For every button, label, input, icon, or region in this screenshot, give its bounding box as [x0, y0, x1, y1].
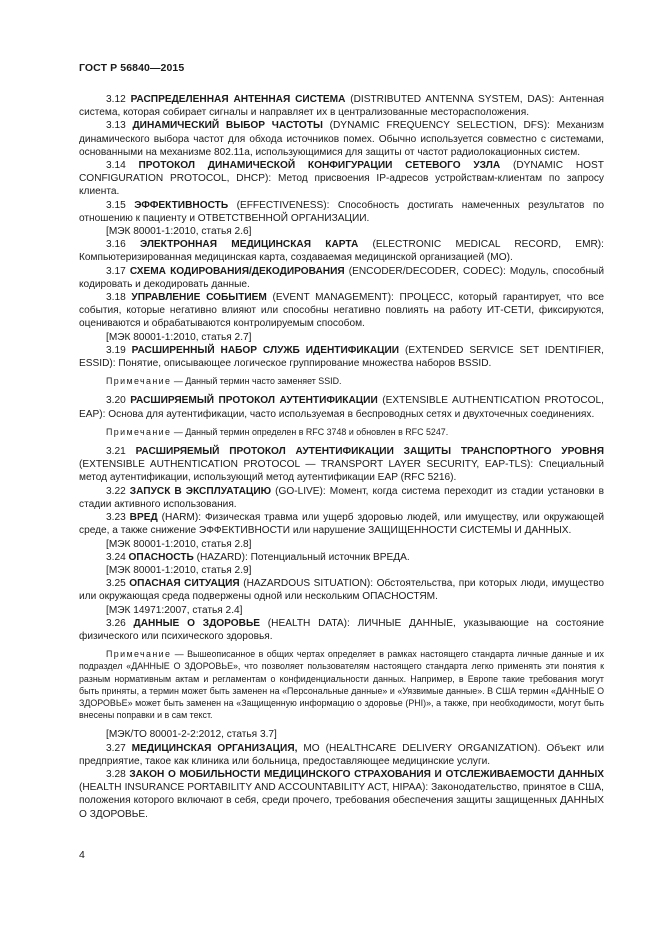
term-entry — [79, 768, 604, 821]
term-definition: МО (HEALTHCARE DELIVERY ORGANIZATION). Объект или предприятие, такое как клиника или больница, предоставляющее медицинские услуги. — [79, 742, 605, 767]
term-entry — [79, 344, 604, 370]
term-number: 3.20 — [106, 395, 126, 407]
note-label: Примечание — [106, 376, 172, 387]
term-number: 3.17 — [106, 265, 126, 277]
term-reference: [МЭК 80001-1:2010, статья 2.7] — [106, 331, 252, 343]
terms-body — [79, 93, 604, 821]
term-definition: (DYNAMIC FREQUENCY SELECTION, DFS): Механизм динамического выбора частот для обхода источников помех. Обычно используется совместно с системами, основанными на механизме 802.11a, использующимися для защиты от частот радиолокационных систем. — [79, 120, 604, 158]
term-note — [79, 375, 604, 387]
term-definition: (ELECTRONIC MEDICAL RECORD, EMR): Компьютеризированная медицинская карта, создаваемая медицинской организацией (МО). — [79, 239, 604, 264]
term-name: ЭЛЕКТРОННАЯ МЕДИЦИНСКАЯ КАРТА — [140, 239, 359, 251]
term-definition: (HAZARDOUS SITUATION): Обстоятельства, при которых люди, имущество или окружающая среда подвержены одной или нескольким ОПАСНОСТЯМ. — [79, 578, 604, 603]
term-reference: [МЭК 80001-1:2010, статья 2.9] — [106, 564, 252, 576]
term-name: ДИНАМИЧЕСКИЙ ВЫБОР ЧАСТОТЫ — [132, 120, 323, 132]
term-definition: (HEALTH INSURANCE PORTABILITY AND ACCOUNTABILITY ACT, HIPAA): Законодательство, принятое в США, положения которого включают в себя, среди прочего, требования обеспечения защиты защищенных ДАННЫХ О ЗДОРОВЬЕ. — [79, 782, 604, 820]
term-definition: (EVENT MANAGEMENT): ПРОЦЕСС, который гарантирует, что все события, которые негативно влияют или способны негативно повлиять на работу ИТ-СЕТИ, фиксируются, оцениваются и обрабатываются контролируемым способом. — [79, 292, 604, 330]
term-entry — [79, 445, 604, 485]
term-name: ВРЕД — [129, 512, 158, 524]
note-text: Вышеописанное в общих чертах определяет в рамках настоящего стандарта личные данные и их подраздел «ДАННЫЕ О ЗДОРОВЬЕ», что позволяет пользователям настоящего стандарта легко применять эти понятия к разным нормативным актам и регламентам о конфиденциальности данных. Например, в Европе такие требования могут быть приняты, а термин может быть заменен на «Персональные данные» и «Уязвимые данные». В США термин «ДАННЫЕ О ЗДОРОВЬЕ» может быть заменен на «Защищенную информацию о здоровье (PHI)», а также, при необходимости, могут быть внесены поправки и в сам текст. — [79, 649, 604, 721]
term-number: 3.27 — [106, 742, 126, 754]
term-entry — [79, 617, 604, 643]
term-entry — [79, 199, 604, 225]
term-number: 3.21 — [106, 446, 126, 458]
term-name: РАСПРЕДЕЛЕННАЯ АНТЕННАЯ СИСТЕМА — [130, 94, 346, 105]
term-number: 3.26 — [106, 617, 126, 629]
term-entry — [79, 265, 604, 291]
term-name: РАСШИРЯЕМЫЙ ПРОТОКОЛ АУТЕНТИФИКАЦИИ ЗАЩИТЫ ТРАНСПОРТНОГО УРОВНЯ — [135, 446, 604, 458]
term-number: 3.23 — [106, 512, 126, 524]
term-entry — [79, 485, 604, 511]
term-number: 3.15 — [106, 199, 126, 211]
note-label: Примечание — [106, 426, 172, 437]
term-reference: [МЭК 14971:2007, статья 2.4] — [106, 604, 243, 616]
term-definition: (HARM): Физическая травма или ущерб здоровью людей, или имуществу, или окружающей среде, а также снижение ЭФФЕКТИВНОСТИ или нарушение ЗАЩИЩЕННОСТИ СИСТЕМЫ И ДАННЫХ. — [79, 512, 604, 537]
term-entry — [79, 577, 604, 603]
term-definition: (EXTENSIBLE AUTHENTICATION PROTOCOL — TRANSPORT LAYER SECURITY, EAP-TLS): Специальный метод аутентификации, использующий метод аутентификации EAP (RFC 5216). — [79, 459, 604, 484]
term-number: 3.12 — [106, 94, 126, 105]
note-label: Примечание — [106, 649, 172, 660]
term-number: 3.18 — [106, 292, 126, 304]
note-dash: — — [171, 649, 188, 660]
term-name: ПРОТОКОЛ ДИНАМИЧЕСКОЙ КОНФИГУРАЦИИ СЕТЕВОГО УЗЛА — [138, 160, 501, 172]
term-definition: (ENCODER/DECODER, CODEC): Модуль, способный кодировать и декодировать данные. — [79, 265, 604, 290]
term-name: ЗАПУСК В ЭКСПЛУАТАЦИЮ — [129, 485, 272, 497]
term-number: 3.24 — [106, 551, 126, 563]
term-entry — [79, 551, 604, 564]
term-definition: (HAZARD): Потенциальный источник ВРЕДА. — [193, 551, 410, 563]
term-definition: (DYNAMIC HOST CONFIGURATION PROTOCOL, DHCP): Метод присвоения IP-адресов устройствам-клиентам по запросу клиента. — [79, 160, 604, 198]
term-name: ОПАСНАЯ СИТУАЦИЯ — [129, 578, 240, 590]
note-dash: — — [171, 376, 186, 387]
term-entry — [79, 394, 604, 420]
term-reference: [МЭК 80001-1:2010, статья 2.6] — [106, 226, 252, 238]
term-entry — [79, 93, 604, 119]
term-name: РАСШИРЯЕМЫЙ ПРОТОКОЛ АУТЕНТИФИКАЦИИ — [130, 395, 378, 407]
term-number: 3.13 — [106, 120, 126, 132]
term-entry — [79, 291, 604, 331]
term-definition: (DISTRIBUTED ANTENNA SYSTEM, DAS): Антенная система, которая собирает сигналы и направляет их в централизованные месторасположения. — [79, 94, 604, 119]
term-name: ЗАКОН О МОБИЛЬНОСТИ МЕДИЦИНСКОГО СТРАХОВАНИЯ И ОТСЛЕЖИВАЕМОСТИ ДАННЫХ — [129, 768, 604, 780]
term-entry — [79, 238, 604, 264]
term-entry — [79, 119, 604, 159]
term-entry — [79, 159, 604, 199]
term-name: УПРАВЛЕНИЕ СОБЫТИЕМ — [131, 292, 267, 304]
term-definition: (EXTENSIBLE AUTHENTICATION PROTOCOL, EAP): Основа для аутентификации, часто используемая в беспроводных сетях и двухточечных соединениях. — [79, 395, 604, 420]
term-number: 3.22 — [106, 485, 126, 497]
page-header-standard: ГОСТ Р 56840—2015 — [79, 62, 185, 74]
term-entry — [79, 511, 604, 537]
note-text: Данный термин часто заменяет SSID. — [185, 376, 342, 387]
page-number: 4 — [79, 849, 85, 861]
term-name: ЭФФЕКТИВНОСТЬ — [134, 199, 229, 211]
term-name: СХЕМА КОДИРОВАНИЯ/ДЕКОДИРОВАНИЯ — [129, 265, 345, 277]
term-name: ОПАСНОСТЬ — [128, 551, 194, 563]
term-number: 3.14 — [106, 160, 126, 172]
term-number: 3.16 — [106, 239, 126, 251]
term-number: 3.25 — [106, 578, 126, 590]
term-definition: (GO-LIVE): Момент, когда система переходит из стадии установки в стадии активного использования. — [79, 485, 604, 510]
term-note — [79, 648, 604, 721]
term-definition: (EXTENDED SERVICE SET IDENTIFIER, ESSID): Понятие, описывающее логическое группирование множества наборов BSSID. — [79, 344, 604, 370]
term-reference: [МЭК/ТО 80001-2-2:2012, статья 3.7] — [106, 729, 277, 741]
term-name: ДАННЫЕ О ЗДОРОВЬЕ — [133, 617, 261, 629]
term-number: 3.28 — [106, 768, 126, 780]
term-definition: (HEALTH DATA): ЛИЧНЫЕ ДАННЫЕ, указывающие на состояние физического или психического здоровья. — [79, 617, 604, 642]
note-dash: — — [171, 426, 186, 437]
term-name: МЕДИЦИНСКАЯ ОРГАНИЗАЦИЯ, — [131, 742, 298, 754]
term-number: 3.19 — [106, 344, 126, 356]
term-definition: (EFFECTIVENESS): Способность достигать намеченных результатов по отношению к пациенту и ОТВЕТСТВЕННОЙ ОРГАНИЗАЦИИ. — [79, 199, 604, 224]
term-note — [79, 426, 604, 438]
note-text: Данный термин определен в RFC 3748 и обновлен в RFC 5247. — [185, 426, 449, 437]
term-entry — [79, 742, 604, 768]
term-reference: [МЭК 80001-1:2010, статья 2.8] — [106, 538, 252, 550]
term-name: РАСШИРЕННЫЙ НАБОР СЛУЖБ ИДЕНТИФИКАЦИИ — [131, 344, 400, 356]
